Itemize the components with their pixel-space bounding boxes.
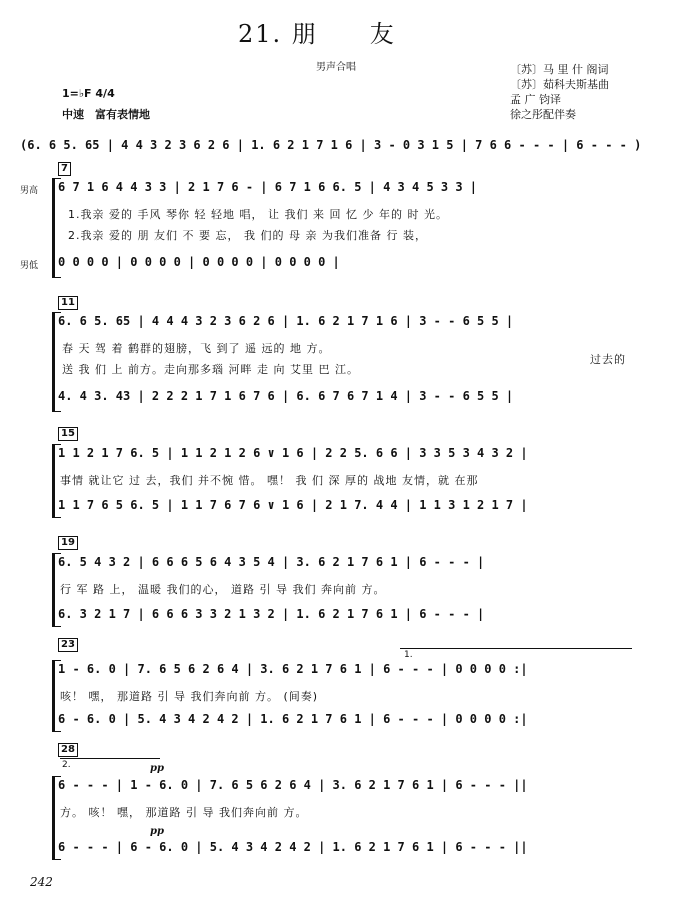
tenor-notes: 6 - - - | 1 - 6. 0 | 7. 6 5 6 2 6 4 | 3. 6 2 1 7 6 1 | 6 - - - || — [58, 778, 528, 792]
volta-bracket — [400, 648, 632, 649]
song-title: 21. 朋 友 — [238, 20, 396, 48]
volta-bracket — [60, 758, 160, 759]
system-brace — [52, 660, 61, 732]
bass-notes: 4. 4 3. 43 | 2 2 2 1 7 1 6 7 6 | 6. 6 7 6 7 1 4 | 3 - - 6 5 5 | — [58, 389, 514, 403]
system-brace — [52, 444, 61, 518]
lyrics: 行 军 路 上， 温暖 我们的心， 道路 引 导 我们 奔向前 方。 — [60, 583, 386, 596]
measure-number: 23 — [58, 638, 78, 652]
part-label-bass: 男低 — [20, 261, 39, 271]
credit-composer: 〔苏〕茹科夫斯基曲 — [510, 78, 609, 91]
tenor-notes: 1 1 2 1 7 6. 5 | 1 1 2 1 2 6 ∨ 1 6 | 2 2 5. 6 6 | 3 3 5 3 4 3 2 | — [58, 446, 528, 460]
credit-lyricist: 〔苏〕马 里 什 阁词 — [510, 63, 609, 76]
bass-notes: 0 0 0 0 | 0 0 0 0 | 0 0 0 0 | 0 0 0 0 | — [58, 255, 340, 269]
dynamic-marking: pp — [150, 763, 164, 774]
credits-block — [510, 62, 609, 122]
tenor-notes: 6 7 1 6 4 4 3 3 | 2 1 7 6 - | 6 7 1 6 6. 5 | 4 3 4 5 3 3 | — [58, 180, 478, 194]
measure-number: 11 — [58, 296, 78, 310]
volta-label: 2. — [62, 760, 71, 770]
part-label-tenor: 男高 — [20, 186, 39, 196]
page-number: 242 — [30, 875, 53, 889]
measure-number: 15 — [58, 427, 78, 441]
lyrics-verse-1: 春 天 驾 着 鹤群的翅膀，飞 到了 遥 远的 地 方。 — [62, 342, 331, 355]
measure-number: 7 — [58, 162, 71, 176]
lyrics: 方。 咳！ 嘿， 那道路 引 导 我们奔向前 方。 — [60, 806, 308, 819]
tenor-notes: 6. 6 5. 65 | 4 4 4 3 2 3 6 2 6 | 1. 6 2 1 7 1 6 | 3 - - 6 5 5 | — [58, 314, 514, 328]
lyrics-pickup: 过去的 — [590, 353, 626, 366]
lyrics: 事情 就让它 过 去，我们 并不惋 惜。 嘿！ 我 们 深 厚的 战地 友情，就 在那 — [60, 474, 479, 487]
key-signature: 1=♭F 4/4 — [62, 87, 115, 100]
bass-notes: 6 - 6. 0 | 5. 4 3 4 2 4 2 | 1. 6 2 1 7 6 1 | 6 - - - | 0 0 0 0 :| — [58, 712, 528, 726]
dynamic-marking: pp — [150, 826, 164, 837]
bass-notes: 6. 3 2 1 7 | 6 6 6 3 3 2 1 3 2 | 1. 6 2 1 7 6 1 | 6 - - - | — [58, 607, 485, 621]
system-brace — [52, 553, 61, 627]
volta-label: 1. — [404, 650, 413, 660]
tenor-notes: 6. 5 4 3 2 | 6 6 6 5 6 4 3 5 4 | 3. 6 2 1 7 6 1 | 6 - - - | — [58, 555, 485, 569]
intro-notes: (6. 6 5. 65 | 4 4 3 2 3 6 2 6 | 1. 6 2 1 7 1 6 | 3 - 0 3 1 5 | 7 6 6 - - - | 6 - - - ) — [20, 138, 642, 152]
measure-number: 19 — [58, 536, 78, 550]
lyrics-verse-2: 送 我 们 上 前方。走向那多瑙 河畔 走 向 艾里 巴 江。 — [62, 363, 359, 376]
bass-notes: 1 1 7 6 5 6. 5 | 1 1 7 6 7 6 ∨ 1 6 | 2 1 7. 4 4 | 1 1 3 1 2 1 7 | — [58, 498, 528, 512]
credit-arranger: 徐之彤配伴奏 — [510, 108, 576, 121]
lyrics: 咳！ 嘿， 那道路 引 导 我们奔向前 方。 (间奏) — [60, 690, 319, 703]
song-subtitle: 男声合唱 — [316, 62, 356, 73]
bass-notes: 6 - - - | 6 - 6. 0 | 5. 4 3 4 2 4 2 | 1. 6 2 1 7 6 1 | 6 - - - || — [58, 840, 528, 854]
tempo-marking: 中速 富有表情地 — [62, 108, 150, 121]
credit-translator: 孟 广 钧译 — [510, 93, 561, 106]
system-brace — [52, 312, 61, 412]
measure-number: 28 — [58, 743, 78, 757]
system-brace — [52, 776, 61, 860]
lyrics-verse-1: 1.我亲 爱的 手风 琴你 轻 轻地 唱， 让 我们 来 回 忆 少 年的 时 光。 — [68, 208, 448, 221]
system-brace — [52, 178, 61, 278]
tenor-notes: 1 - 6. 0 | 7. 6 5 6 2 6 4 | 3. 6 2 1 7 6 1 | 6 - - - | 0 0 0 0 :| — [58, 662, 528, 676]
lyrics-verse-2: 2.我亲 爱的 朋 友们 不 要 忘， 我 们的 母 亲 为我们准备 行 装， — [68, 229, 427, 242]
